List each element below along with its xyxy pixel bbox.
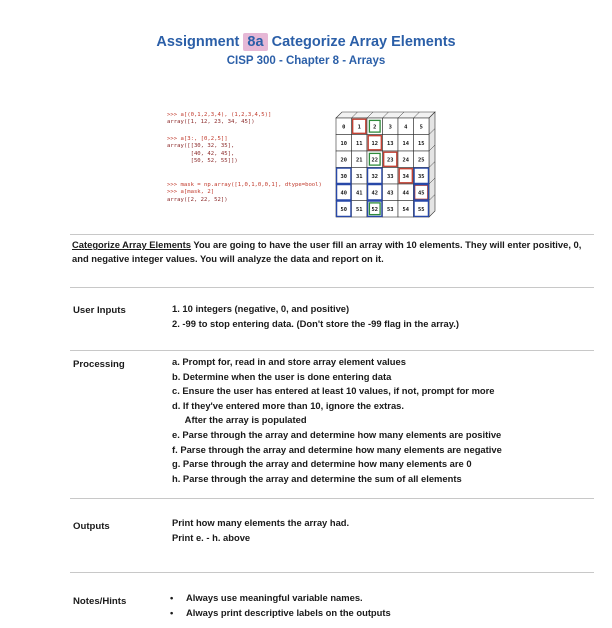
list-item: g. Parse through the array and determine how many elements are 0 (172, 458, 472, 470)
code-block-1 (167, 112, 271, 127)
grid-cell-label: 32 (371, 173, 378, 180)
section-label-outputs: Outputs (73, 521, 110, 532)
list-item: e. Parse through the array and determine how many elements are positive (172, 428, 502, 440)
grid-cell-label: 1 (357, 124, 361, 131)
section-label-notes: Notes/Hints (73, 596, 127, 607)
assignment-title (0, 34, 612, 50)
array-grid-svg (330, 104, 442, 222)
grid-cell-label: 31 (356, 173, 363, 180)
list-item: b. Determine when the user is done entering data (172, 370, 392, 382)
assignment-number-badge: 8a (243, 33, 267, 51)
grid-cell-label: 11 (356, 140, 363, 147)
grid-cell-label: 15 (418, 140, 425, 147)
outputs-list (172, 516, 349, 545)
processing-list (172, 355, 502, 486)
grid-cell-label: 45 (418, 190, 425, 197)
title-suffix: Categorize Array Elements (271, 34, 456, 50)
grid-cell-label: 40 (340, 190, 347, 197)
task-text: You are going to have the user fill an array with 10 elements. They will enter positive, 0, and negative integer values. You will analyze the data and report on it. (72, 239, 582, 264)
code-prompt: >>> a[3:, [0,2,5]] (167, 136, 228, 142)
divider (70, 498, 594, 499)
grid-cell-label: 52 (371, 206, 378, 213)
grid-cell-label: 53 (387, 206, 394, 213)
list-item: a. Prompt for, read in and store array element values (172, 356, 406, 367)
divider (70, 350, 594, 351)
code-prompt: >>> a[mask, 2] (167, 189, 215, 196)
grid-cell-label: 0 (342, 124, 346, 131)
course-subtitle: CISP 300 - Chapter 8 - Arrays (226, 55, 386, 67)
list-item: Print e. - h. above (172, 531, 251, 543)
grid-cell-label: 30 (340, 173, 347, 180)
grid-cell-label: 13 (387, 140, 394, 147)
list-item: c. Ensure the user has entered at least 10 values, if not, prompt for more (172, 385, 495, 397)
grid-cell-label: 54 (402, 206, 409, 213)
grid-cell-label: 25 (418, 157, 425, 164)
list-item: 1. 10 integers (negative, 0, and positive) (172, 303, 350, 314)
code-output: array([2, 22, 52]) (167, 196, 228, 203)
list-item: Print how many elements the array had. (172, 517, 350, 528)
grid-cell-label: 10 (340, 140, 347, 147)
divider (70, 234, 594, 235)
task-title: Categorize Array Elements (72, 239, 191, 250)
list-item: 2. -99 to stop entering data. (Don't store the -99 flag in the array.) (172, 317, 459, 329)
grid-cell-label: 2 (373, 124, 377, 131)
bullet-icon: • (170, 592, 174, 603)
list-item: d. If they've entered more than 10, ignore the extras. (172, 399, 404, 411)
grid-cell-label: 23 (387, 157, 394, 164)
code-output: [50, 52, 55]]) (167, 158, 238, 165)
code-block-3 (167, 182, 322, 204)
grid-cell-label: 34 (402, 173, 409, 180)
grid-cell-label: 42 (371, 190, 378, 197)
list-item: After the array is populated (172, 414, 307, 426)
grid-cell-label: 22 (371, 157, 378, 164)
section-label-processing: Processing (73, 359, 125, 370)
grid-cell-label: 12 (371, 140, 378, 147)
list-item: • Always use meaningful variable names. (170, 591, 391, 606)
inputs-list (172, 302, 459, 331)
bullet-icon: • (170, 606, 174, 618)
code-prompt: >>> a[(0,1,2,3,4), (1,2,3,4,5)] (167, 112, 272, 118)
section-label-inputs: User Inputs (73, 305, 126, 316)
grid-cell-label: 44 (402, 190, 409, 197)
grid-cell-label: 43 (387, 190, 394, 197)
code-output: array([[30, 32, 35], (167, 143, 235, 150)
array-indexing-diagram (330, 104, 442, 222)
code-output: array([1, 12, 23, 34, 45]) (167, 119, 255, 126)
code-block-2 (167, 136, 238, 166)
grid-cell-label: 14 (402, 140, 409, 147)
code-prompt: >>> mask = np.array([1,0,1,0,0,1], dtype=bool) (167, 182, 322, 188)
list-item: • Always print descriptive labels on the outputs (170, 606, 391, 621)
title-prefix: Assignment (156, 34, 240, 50)
divider (70, 287, 594, 288)
grid-cell-label: 3 (388, 124, 392, 131)
notes-list (170, 591, 391, 620)
grid-cell-label: 21 (356, 157, 363, 164)
task-description (72, 238, 598, 266)
grid-cell-label: 33 (387, 173, 394, 180)
divider (70, 572, 594, 573)
list-item: f. Parse through the array and determine how many elements are negative (172, 443, 502, 455)
grid-cell-label: 4 (404, 124, 408, 131)
grid-cell-label: 50 (340, 206, 347, 213)
grid-cell-label: 55 (418, 206, 425, 213)
grid-cell-label: 35 (418, 173, 425, 180)
code-output: [40, 42, 45], (167, 150, 235, 157)
grid-cell-label: 41 (356, 190, 363, 197)
grid-cell-label: 5 (419, 124, 423, 131)
grid-cell-label: 24 (402, 157, 409, 164)
list-item: h. Parse through the array and determine the sum of all elements (172, 472, 462, 484)
grid-cell-label: 51 (356, 206, 363, 213)
grid-cell-label: 20 (340, 157, 347, 164)
